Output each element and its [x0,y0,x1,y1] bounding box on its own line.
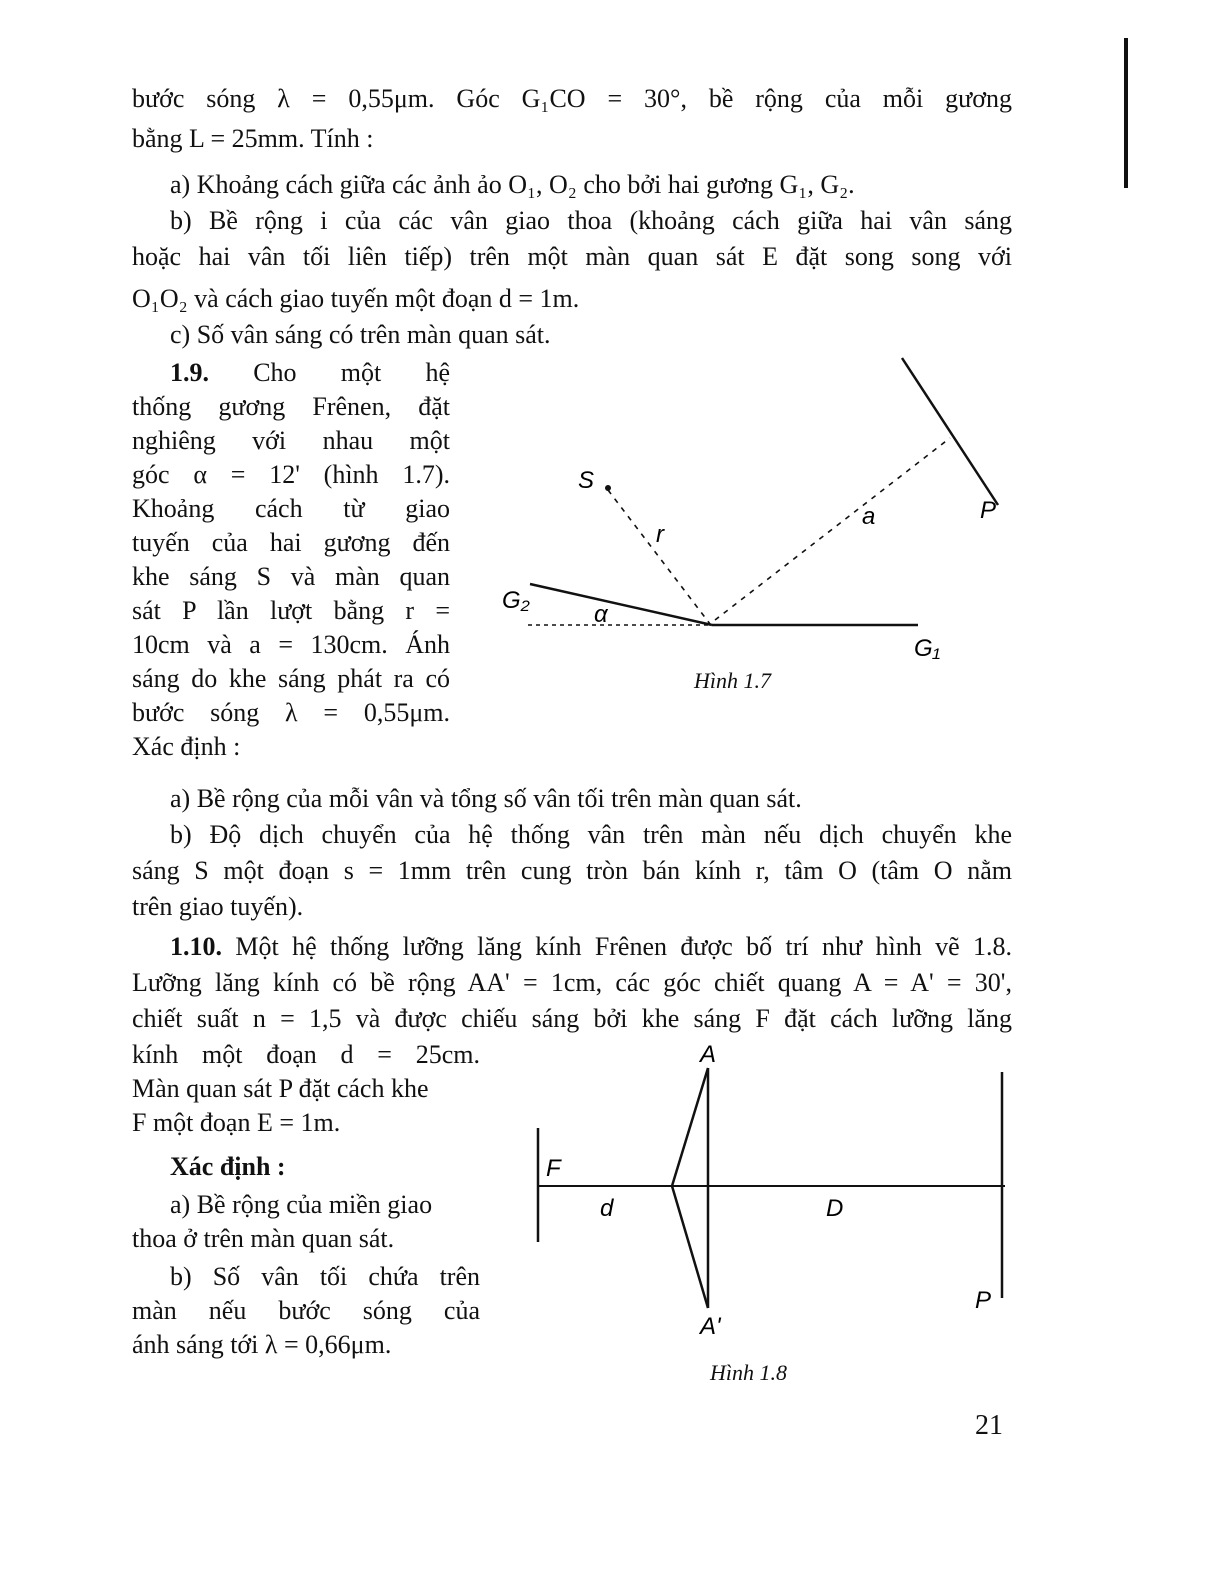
problem-1-10-b-line-2: màn nếu bước sóng của [132,1296,480,1325]
problem-1-9-row: nghiêng với nhau một [132,426,450,455]
label-A: A [700,1041,717,1068]
problem-1-10-line-3: chiết suất n = 1,5 và được chiếu sáng bởi khe sáng F đặt cách lưỡng lăng [132,1004,1012,1033]
prism-face-top [672,1068,708,1186]
problem-1-9-row: bước sóng λ = 0,55μm. [132,698,450,727]
label-A-prime: A' [700,1313,721,1340]
label-alpha: α [594,601,608,628]
label-F: F [546,1155,561,1182]
question-b-line-1: b) Bề rộng i của các vân giao thoa (khoảng cách giữa hai vân sáng [170,206,1012,235]
figure-1-7 [490,350,997,690]
source-S [605,485,611,491]
problem-1-9-row: tuyến của hai gương đến [132,528,450,557]
problem-number: 1.9. [170,358,209,387]
figure-1-8 [520,1036,1020,1356]
problem-1-9-b-line-1: b) Độ dịch chuyển của hệ thống vân trên màn nếu dịch chuyển khe [170,820,1012,849]
problem-1-10-text [132,1038,480,1362]
problem-1-9-row: sáng do khe sáng phát ra có [132,664,450,693]
problem-1-9-row: 10cm và a = 130cm. Ánh [132,630,450,659]
figure-1-7-caption: Hình 1.7 [694,668,771,693]
prism-face-bottom [672,1186,708,1308]
screen-P [902,358,998,505]
problem-1-10-row: F một đoạn E = 1m. [132,1108,341,1137]
label-P: P [980,497,997,524]
question-b-line-2: hoặc hai vân tối liên tiếp) trên một màn quan sát E đặt song song với [132,242,1012,271]
problem-number: 1.10. [170,932,222,961]
intro-line-2: bằng L = 25mm. Tính : [132,124,374,153]
problem-1-10-row: Màn quan sát P đặt cách khe [132,1074,429,1103]
problem-1-10-a-line-2: thoa ở trên màn quan sát. [132,1224,395,1253]
question-b-line-3: O₁O₂ và cách giao tuyến một đoạn d = 1m. [132,284,580,313]
question-a: a) Khoảng cách giữa các ảnh ảo O₁, O₂ cho bởi hai gương G₁, G₂. [170,170,855,199]
mirror-G2 [530,584,712,625]
problem-1-9-row: Khoảng cách từ giao [132,494,450,523]
problem-1-9-row: thống gương Frênen, đặt [132,392,450,421]
ray-a [715,438,950,620]
problem-1-9-row: khe sáng S và màn quan [132,562,450,591]
problem-1-9-b-line-2: sáng S một đoạn s = 1mm trên cung tròn bán kính r, tâm O (tâm O nằm [132,856,1012,885]
problem-1-10-b-line-1: b) Số vân tối chứa trên [170,1262,480,1291]
problem-1-10-xd: Xác định : [170,1152,286,1181]
problem-1-10-line-1: 1.10. Một hệ thống lưỡng lăng kính Frênen được bố trí như hình vẽ 1.8. [170,932,1013,961]
figure-1-8-caption: Hình 1.8 [710,1360,787,1385]
label-r: r [656,521,664,548]
problem-1-10-line-2: Lưỡng lăng kính có bề rộng AA' = 1cm, các góc chiết quang A = A' = 30', [132,968,1012,997]
problem-1-9-row: Xác định : [132,732,241,761]
label-d: d [600,1195,614,1222]
label-P: P [975,1287,992,1314]
margin-bar [1124,38,1128,188]
page-number: 21 [975,1410,1003,1441]
problem-1-10-a-line-1: a) Bề rộng của miền giao [170,1190,433,1219]
label-G1: G₁ [914,635,941,662]
problem-1-9-b-line-3: trên giao tuyến). [132,892,304,921]
label-D: D [826,1195,844,1222]
problem-1-10-b-line-3: ánh sáng tới λ = 0,66μm. [132,1330,392,1359]
problem-1-9-row: 1.9. Cho một hệ [170,358,450,387]
label-S: S [578,467,595,494]
question-c: c) Số vân sáng có trên màn quan sát. [170,320,551,349]
problem-1-9-text [132,356,450,764]
intro-line-1: bước sóng λ = 0,55μm. Góc G₁CO = 30°, bề rộng của mỗi gương [132,84,1012,113]
problem-1-9-a: a) Bề rộng của mỗi vân và tổng số vân tối trên màn quan sát. [170,784,802,813]
problem-1-9-row: sát P lần lượt bằng r = [132,596,450,625]
problem-1-10-row: kính một đoạn d = 25cm. [132,1040,480,1069]
label-G2: G₂ [502,587,530,614]
label-a: a [862,503,876,530]
problem-1-9-row: góc α = 12' (hình 1.7). [132,460,450,489]
